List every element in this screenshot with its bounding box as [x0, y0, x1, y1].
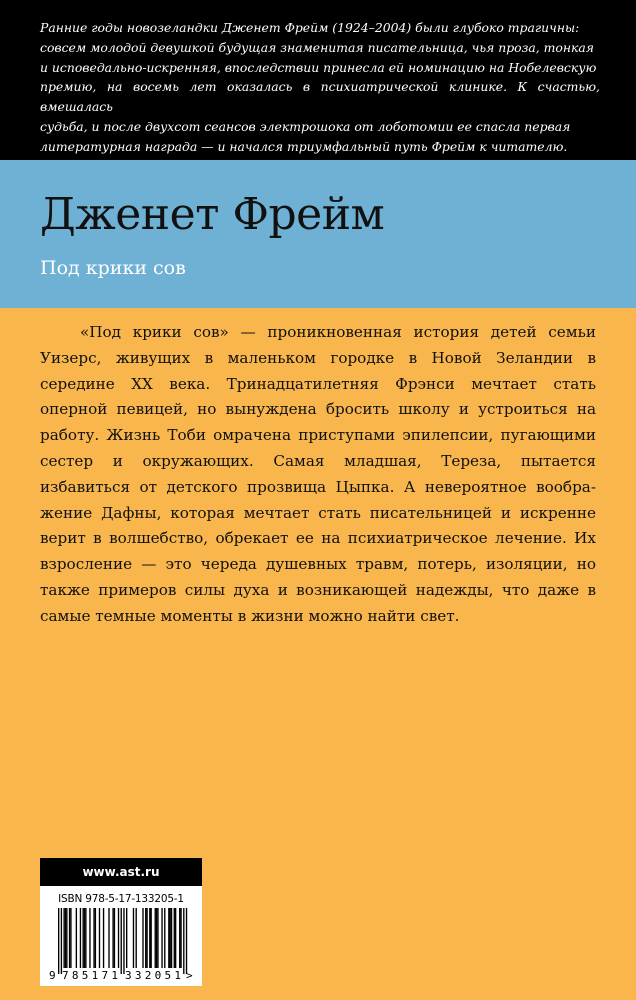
barcode-bar [70, 908, 71, 968]
blurb-line: совсем молодой девушкой будущая знаменитая писательница, чья проза, тонкая [40, 39, 594, 55]
barcode-bar [145, 908, 146, 968]
barcode-bar [183, 908, 184, 974]
blurb-text [40, 18, 600, 157]
barcode-bar [121, 908, 122, 974]
barcode-bar [112, 908, 113, 968]
blurb-line: и исповедально-искренняя, впоследствии принесла ей номинацию на Нобелевскую [40, 59, 597, 75]
barcode-bar [85, 908, 86, 968]
barcode-bar [168, 908, 169, 968]
isbn-block [40, 858, 202, 986]
barcode-bar [65, 908, 66, 968]
isbn-number: ISBN 978-5-17-133205-1 [58, 893, 184, 905]
barcode-bar [164, 908, 165, 968]
barcode-bar [136, 908, 137, 968]
barcode-bar [180, 908, 181, 968]
description [40, 320, 596, 630]
barcode-bar [186, 908, 187, 974]
barcode-bar [118, 908, 119, 968]
barcode-bar [89, 908, 90, 968]
barcode-bar [156, 908, 157, 968]
barcode-bar [179, 908, 180, 968]
barcode [46, 908, 196, 982]
barcode-bars [58, 908, 187, 974]
barcode-group-2: 332051 [125, 969, 181, 982]
barcode-bar [171, 908, 172, 968]
barcode-bar [108, 908, 109, 968]
barcode-quiet-mark: > [186, 969, 193, 982]
barcode-bar [155, 908, 156, 968]
barcode-bar [76, 908, 77, 968]
barcode-bar [157, 908, 158, 968]
barcode-bar [161, 908, 162, 968]
barcode-bar [114, 908, 115, 968]
barcode-bar [150, 908, 151, 968]
barcode-bar [63, 908, 64, 968]
barcode-left-digit: 9 [49, 969, 56, 982]
book-title: Под крики сов [40, 257, 186, 279]
blurb-band [0, 0, 636, 160]
barcode-bar [146, 908, 147, 968]
barcode-bar [80, 908, 81, 968]
barcode-bar [69, 908, 70, 968]
blurb-line: премию, на восемь лет оказалась в психиатрической клинике. К счастью, вмешалась [40, 79, 600, 115]
barcode-bar [99, 908, 100, 968]
blurb-line: литературная награда — и начался триумфальный путь Фрейм к читателю. [40, 138, 568, 154]
blurb-line: Ранние годы новозеландки Дженет Фрейм (1924–2004) были глубоко трагичны: [40, 20, 580, 35]
barcode-bar [61, 908, 62, 974]
barcode-group-1: 785171 [62, 969, 118, 982]
barcode-bar [123, 908, 124, 974]
barcode-bar [84, 908, 85, 968]
barcode-bar [133, 908, 134, 968]
publisher-site: www.ast.ru [40, 858, 202, 886]
author-name: Дженет Фрейм [40, 189, 385, 240]
barcode-bar [58, 908, 59, 974]
barcode-bar [175, 908, 176, 968]
barcode-bar [126, 908, 127, 968]
barcode-bar [174, 908, 175, 968]
barcode-bar [149, 908, 150, 968]
barcode-bar [103, 908, 104, 968]
blurb-line: судьба, и после двухсот сеансов электрошока от лоботомии ее спасла первая [40, 118, 571, 134]
description-paragraph: «Под крики сов» — проникновенная история детей семьи Уизерс, живущих в маленьком городке в Новой Зеландии в середине XX века. Тринадцатилетняя Фрэнси мечтает стать оперной певицей, но вынуждена бросить школу и устроиться на работу. Жизнь Тоби омрачена приступами эпилепсии, пугающими сестер и окружающих. Самая младшая, Тереза, пытается избавиться от детского прозвища Цыпка. А невероятное воображение Дафны, которая мечтает стать писательницей и искренне верит в волшебство, обрекает ее на психиатрическое лечение. Их взросление — это череда душевных травм, потерь, изоляции, но также примеров силы духа и возникающей надежды, что даже в самые темные моменты в жизни можно найти свет. [40, 323, 596, 625]
barcode-bar [95, 908, 96, 968]
barcode-bar [170, 908, 171, 968]
barcode-bar [82, 908, 83, 968]
barcode-bar [93, 908, 94, 968]
barcode-bar [66, 908, 67, 968]
barcode-bar [142, 908, 143, 968]
